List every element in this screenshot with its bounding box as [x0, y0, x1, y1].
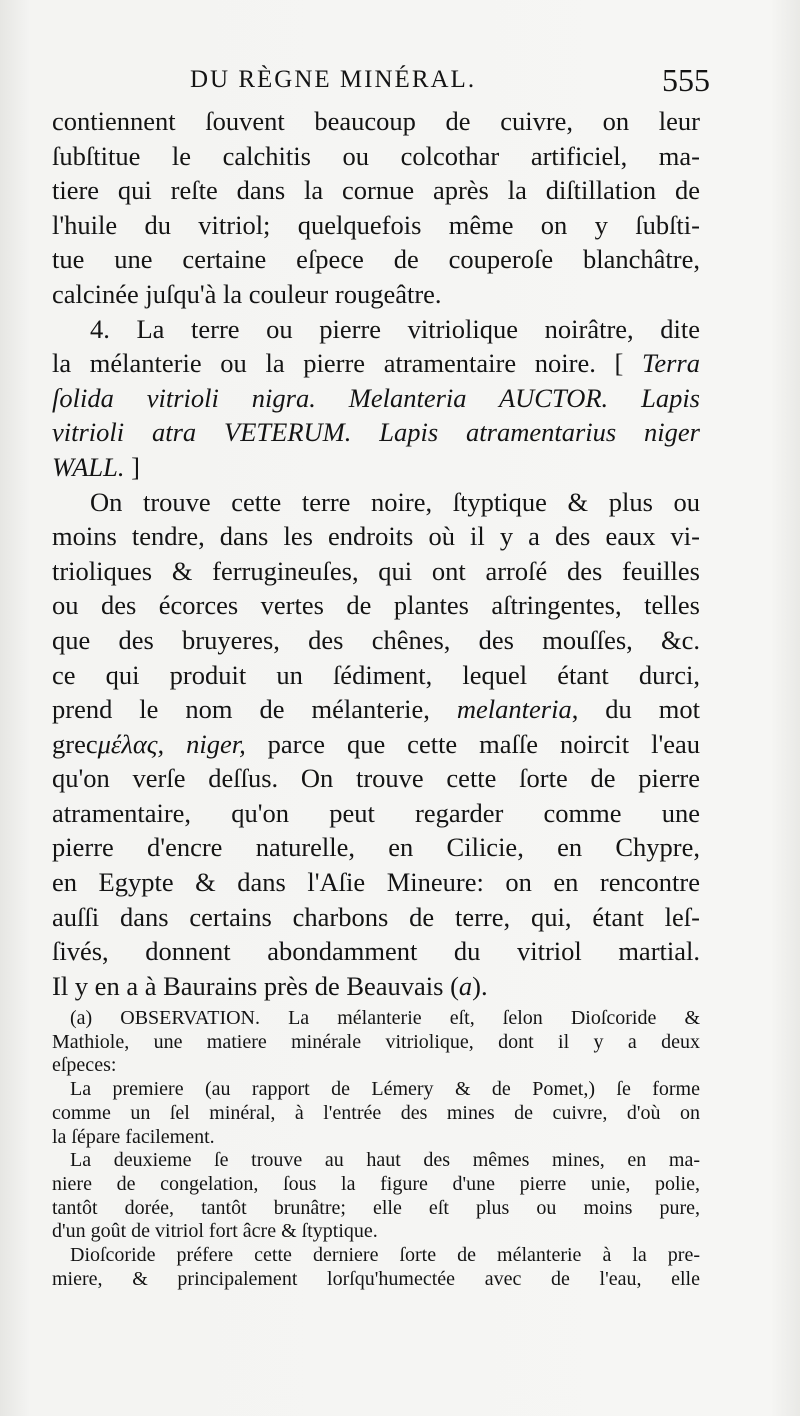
text-line: auſſi dans certains charbons de terre, qui, étant leſ- — [52, 901, 700, 932]
text-line — [52, 450, 700, 485]
footnote-line: Mathiole, une matiere minérale vitriolique, dont il y a deux — [52, 1030, 700, 1053]
footnote-line: La premiere (au rapport de Lémery & de Pomet,) ſe forme — [70, 1078, 700, 1101]
footnote — [52, 1007, 700, 1291]
text-line: en Egypte & dans l'Aſie Mineure: on en rencontre — [52, 867, 700, 898]
footnote-line: La deuxieme ſe trouve au haut des mêmes mines, en ma- — [70, 1149, 700, 1172]
text-line: ou des écorces vertes de plantes aſtringentes, telles — [52, 590, 700, 621]
text-line — [52, 727, 700, 762]
text-line: ſivés, donnent abondamment du vitriol martial. — [52, 936, 700, 967]
running-head: DU RÈGNE MINÉRAL. — [190, 66, 477, 93]
page-header — [190, 62, 710, 106]
text-line: tiere qui reſte dans la cornue après la diſtillation de — [52, 175, 700, 206]
closing-bracket: ] — [131, 451, 140, 482]
text-line: tue une certaine eſpece de couperoſe blanchâtre, — [52, 244, 700, 275]
text-line: qu'on verſe deſſus. On trouve cette ſorte de pierre — [52, 763, 700, 794]
text-run: prend le nom de mélanterie, — [52, 694, 430, 725]
text-line: 4. La terre ou pierre vitriolique noirâtre, dite — [90, 313, 700, 344]
text-line — [52, 346, 700, 381]
text-line: moins tendre, dans les endroits où il y a des eaux vi- — [52, 521, 700, 552]
footnote-line: comme un ſel minéral, à l'entrée des mines de cuivre, d'où on — [52, 1101, 700, 1124]
text-run: grec — [52, 728, 98, 759]
latin-term: melanteria — [456, 694, 572, 725]
text-run: ). — [472, 970, 488, 1001]
text-run: , du mot — [571, 694, 700, 725]
text-line: ſubſtitue le calchitis ou colcothar artificiel, ma- — [52, 140, 700, 171]
text-line: contiennent ſouvent beaucoup de cuivre, on leur — [52, 106, 700, 136]
text-run: parce que cette maſſe noircit l'eau — [267, 728, 700, 759]
text-line: vitrioli atra VETERUM. Lapis atramentarius niger — [52, 417, 700, 448]
text-line: atramentaire, qu'on peut regarder comme une — [52, 797, 700, 828]
footnote-line: eſpeces: — [52, 1054, 117, 1077]
author-abbrev: WALL. — [52, 451, 125, 482]
footnote-line: tantôt dorée, tantôt brunâtre; elle eſt plus ou moins pure, — [52, 1196, 700, 1219]
footnote-line: Dioſcoride préfere cette derniere ſorte de mélanterie à la pre- — [70, 1244, 700, 1267]
footnote-line: (a) OBSERVATION. La mélanterie eſt, ſelon Dioſcoride & — [70, 1007, 700, 1029]
text-line: calcinée juſqu'à la couleur rougeâtre. — [52, 278, 442, 309]
text-run: la mélanterie ou la pierre atramentaire noire. [ — [52, 348, 624, 379]
text-line — [52, 692, 700, 727]
greek-term: μέλας, — [97, 728, 165, 759]
text-line: l'huile du vitriol; quelquefois même on y ſubſti- — [52, 209, 700, 240]
footnote-line: la ſépare facilement. — [52, 1125, 215, 1148]
page-number: 555 — [662, 62, 710, 98]
main-text — [52, 104, 700, 1003]
text-run: Il y en a à Baurains près de Beauvais ( — [52, 970, 459, 1001]
text-line: pierre d'encre naturelle, en Cilicie, en Chypre, — [52, 832, 700, 863]
text-line: que des bruyeres, des chênes, des mouſſes, &c. — [52, 624, 700, 655]
footnote-ref: a — [458, 970, 473, 1001]
latin-term: Terra — [642, 348, 700, 379]
footnote-line: niere de congelation, ſous la figure d'une pierre unie, polie, — [52, 1172, 700, 1195]
footnote-line: d'un goût de vitriol fort âcre & ſtyptique. — [52, 1220, 378, 1243]
text-line: ce qui produit un ſédiment, lequel étant durci, — [52, 659, 700, 690]
text-line: trioliques & ferrugineuſes, qui ont arroſé des feuilles — [52, 555, 700, 586]
text-line — [52, 969, 700, 1004]
text-line: On trouve cette terre noire, ſtyptique & plus ou — [90, 486, 700, 517]
text-line: ſolida vitrioli nigra. Melanteria AUCTOR. Lapis — [52, 382, 700, 413]
latin-term: niger, — [186, 728, 246, 759]
footnote-line: miere, & principalement lorſqu'humectée avec de l'eau, elle — [52, 1267, 700, 1290]
